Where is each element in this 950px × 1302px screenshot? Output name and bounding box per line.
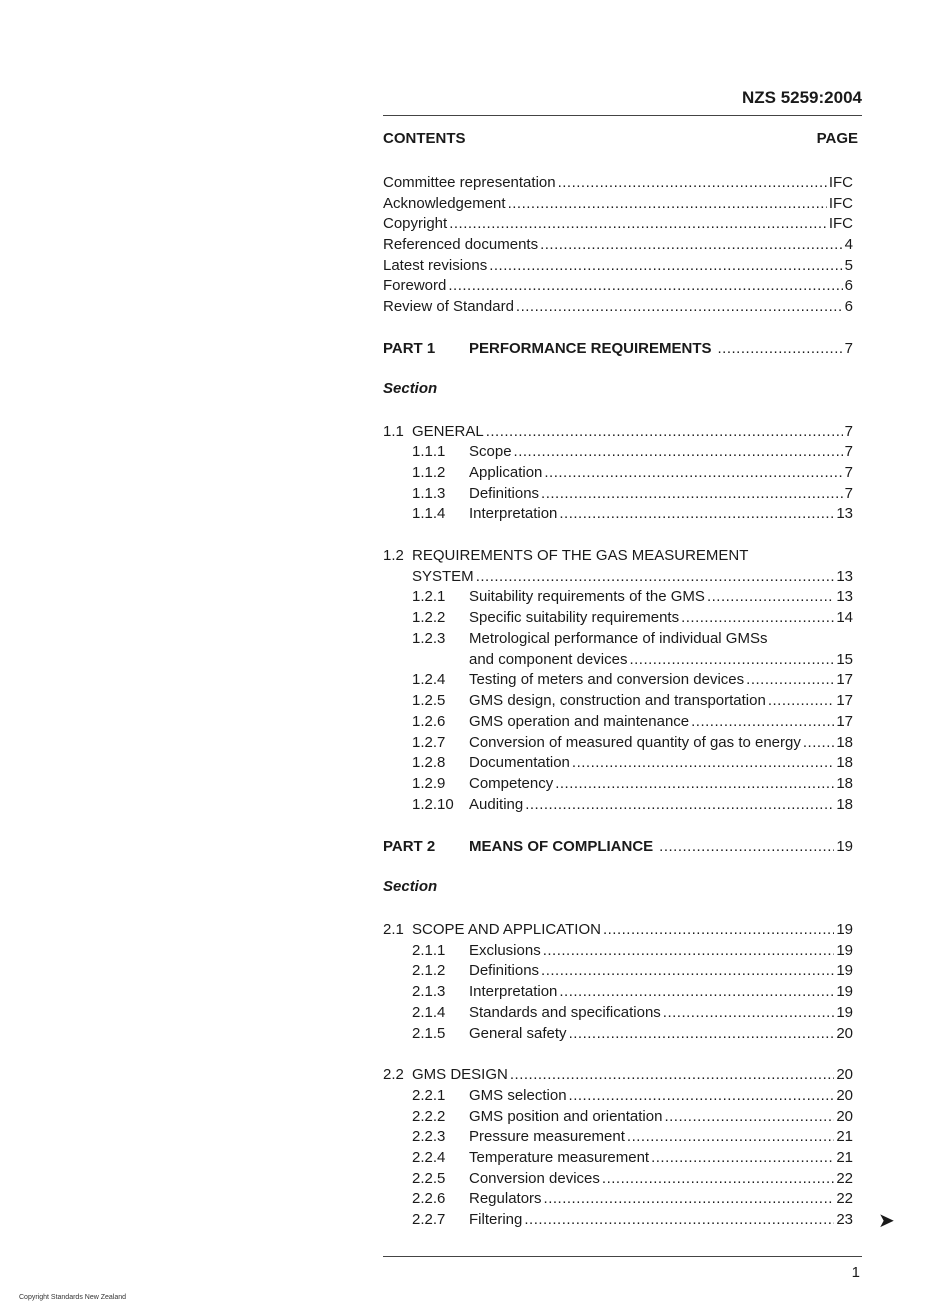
toc-entry-label: Suitability requirements of the GMS [469,588,705,605]
toc-subentry-line1[interactable] [383,628,767,649]
toc-subentry[interactable] [383,732,853,753]
toc-entry-page: 17 [836,692,853,709]
toc-entry-page: 20 [836,1087,853,1104]
toc-entry-page: 18 [836,754,853,771]
leader-dots [543,940,835,961]
toc-entry-page: 20 [836,1108,853,1125]
toc-subentry[interactable] [383,441,853,462]
toc-subentry[interactable] [383,794,853,815]
leader-dots [544,1188,835,1209]
toc-subentry[interactable] [383,752,853,773]
toc-entry-page: 19 [836,1004,853,1021]
toc-entry[interactable] [383,255,853,276]
toc-entry-page: 18 [836,775,853,792]
leader-dots [489,255,842,276]
leader-dots [569,1023,835,1044]
section-2-1-entry[interactable] [383,919,853,940]
section-title-continued: SYSTEM [412,568,474,585]
toc-entry-page: 19 [836,962,853,979]
toc-entry-page: 17 [836,671,853,688]
toc-entry-page: 22 [836,1190,853,1207]
subsection-number: 1.2.6 [412,713,446,730]
leader-dots [544,462,842,483]
leader-dots [681,607,834,628]
subsection-number: 2.2.2 [412,1108,446,1125]
continue-arrow-icon: ➤ [878,1210,895,1232]
section-label: Section [383,380,438,397]
part-2-entry[interactable] [383,836,853,857]
toc-entry-label: Application [469,464,543,481]
toc-entry-label: Definitions [469,962,540,979]
subsection-number: 1.2.1 [412,588,446,605]
leader-dots [516,296,843,317]
leader-dots [691,711,834,732]
leader-dots [603,919,834,940]
subsection-number: 2.1.4 [412,1004,446,1021]
toc-entry-label: GMS selection [469,1087,567,1104]
toc-subentry[interactable] [383,1188,853,1209]
leader-dots [476,566,835,587]
toc-entry-page: 17 [836,713,853,730]
toc-entry-page: 22 [836,1170,853,1187]
subsection-number: 2.2.5 [412,1170,446,1187]
toc-entry-page: 21 [836,1149,853,1166]
toc-entry-label: Foreword [383,277,447,294]
leader-dots [803,732,834,753]
toc-subentry[interactable] [383,690,853,711]
page-heading: PAGE [816,130,858,147]
leader-dots [602,1168,834,1189]
toc-entry-page: 21 [836,1128,853,1145]
leader-dots [707,586,834,607]
leader-dots [541,483,843,504]
part-title: PERFORMANCE REQUIREMENTS [469,340,712,357]
toc-entry-label: Specific suitability requirements [469,609,680,626]
leader-dots [558,172,827,193]
section-number: 2.2 [383,1066,404,1083]
leader-dots [627,1126,834,1147]
toc-entry[interactable] [383,234,853,255]
subsection-number: 1.1.1 [412,443,446,460]
part-title: MEANS OF COMPLIANCE [469,838,654,855]
toc-subentry[interactable] [383,1168,853,1189]
copyright-notice: Copyright Standards New Zealand [19,1294,127,1301]
part-number: PART 1 [383,340,436,357]
section-number: 1.2 [383,547,404,564]
subsection-number: 1.1.2 [412,464,446,481]
toc-entry-label: Review of Standard [383,298,514,315]
toc-entry-label: Auditing [469,796,524,813]
toc-entry-label: Testing of meters and conversion devices [469,671,745,688]
toc-entry-label: Exclusions [469,942,541,959]
toc-entry-label: Filtering [469,1211,523,1228]
toc-entry[interactable] [383,193,853,214]
section-number: 2.1 [383,921,404,938]
section-title: REQUIREMENTS OF THE GAS MEASUREMENT [412,547,749,564]
leader-dots [524,1209,834,1230]
leader-dots [651,1147,834,1168]
contents-header [383,130,858,147]
leader-dots [508,193,827,214]
subsection-number: 1.2.8 [412,754,446,771]
toc-subentry[interactable] [383,773,853,794]
subsection-number: 2.1.1 [412,942,446,959]
toc-entry-label: Conversion devices [469,1170,600,1187]
section-1-2-title[interactable] [383,545,748,566]
leader-dots [718,338,843,359]
toc-subentry[interactable] [383,711,853,732]
toc-entry-page: 19 [836,838,853,855]
leader-dots [540,234,843,255]
toc-entry-label: Temperature measurement [469,1149,650,1166]
subsection-number: 2.2.4 [412,1149,446,1166]
leader-dots [664,1106,834,1127]
toc-subentry[interactable] [383,1085,853,1106]
subsection-number: 1.2.5 [412,692,446,709]
toc-entry-page: 13 [836,568,853,585]
leader-dots [448,275,842,296]
toc-subentry[interactable] [383,960,853,981]
leader-dots [449,213,827,234]
toc-entry[interactable] [383,296,853,317]
leader-dots [486,421,843,442]
subsection-number: 2.2.7 [412,1211,446,1228]
section-label: Section [383,878,438,895]
toc-entry-page: 4 [844,236,853,253]
toc-entry-label: Latest revisions [383,257,488,274]
leader-dots [559,981,834,1002]
toc-subentry[interactable] [383,1126,853,1147]
toc-entry-label: Standards and specifications [469,1004,661,1021]
toc-entry-label: Regulators [469,1190,542,1207]
subsection-number: 2.1.3 [412,983,446,1000]
toc-entry-label: Conversion of measured quantity of gas to energy [469,734,801,751]
leader-dots [541,960,834,981]
part-1-entry[interactable] [383,338,853,359]
toc-entry-page: 13 [836,588,853,605]
toc-subentry[interactable] [383,981,853,1002]
toc-entry-page: IFC [828,174,853,191]
contents-heading: CONTENTS [383,130,466,147]
toc-subentry[interactable] [383,586,853,607]
toc-subentry[interactable] [383,649,853,670]
toc-entry-label: Metrological performance of individual GMSs [469,630,768,647]
toc-entry-page: 7 [844,464,853,481]
leader-dots [746,669,834,690]
leader-dots [510,1064,834,1085]
toc-entry-page: 6 [844,277,853,294]
subsection-number: 1.2.4 [412,671,446,688]
toc-subentry[interactable] [383,1209,853,1230]
toc-entry-label: Interpretation [469,983,558,1000]
leader-dots [572,752,834,773]
page-number: 1 [851,1264,860,1281]
section-number: 1.1 [383,423,404,440]
toc-subentry[interactable] [383,462,853,483]
toc-subentry[interactable] [383,940,853,961]
toc-entry-page: 6 [844,298,853,315]
toc-entry-page: 18 [836,734,853,751]
subsection-number: 1.1.4 [412,505,446,522]
toc-entry-label: Definitions [469,485,540,502]
subsection-number: 1.2.10 [412,796,454,813]
part-number: PART 2 [383,838,436,855]
section-title: GMS DESIGN [412,1066,508,1083]
toc-entry-page: 5 [844,257,853,274]
leader-dots [514,441,843,462]
toc-entry-label: Interpretation [469,505,558,522]
subsection-number: 1.2.7 [412,734,446,751]
toc-entry-page: 19 [836,921,853,938]
toc-entry-label: Pressure measurement [469,1128,625,1145]
toc-entry-page: IFC [828,195,853,212]
section-title: GENERAL [412,423,484,440]
toc-subentry[interactable] [383,1002,853,1023]
toc-entry[interactable] [383,213,853,234]
toc-entry-page: 19 [836,942,853,959]
document-id: NZS 5259:2004 [741,88,862,107]
subsection-number: 1.2.2 [412,609,446,626]
toc-entry-label: and component devices [469,651,628,668]
toc-entry-label: Competency [469,775,554,792]
leader-dots [768,690,834,711]
toc-entry[interactable] [383,172,853,193]
subsection-number: 2.2.1 [412,1087,446,1104]
subsection-number: 1.2.3 [412,630,446,647]
leader-dots [525,794,834,815]
toc-entry-label: GMS design, construction and transportation [469,692,766,709]
toc-entry-page: 20 [836,1025,853,1042]
leader-dots [659,836,834,857]
leader-dots [629,649,834,670]
toc-subentry[interactable] [383,669,853,690]
toc-entry-page: 18 [836,796,853,813]
toc-entry-label: GMS operation and maintenance [469,713,690,730]
footer-rule [383,1256,862,1257]
toc-entry-page: 13 [836,505,853,522]
section-1-2-entry[interactable] [383,566,853,587]
toc-entry-page: 7 [844,423,853,440]
toc-entry-page: 7 [844,443,853,460]
toc-entry-page: 23 [836,1211,853,1228]
section-2-2-entry[interactable] [383,1064,853,1085]
subsection-number: 2.1.5 [412,1025,446,1042]
toc-entry-label: GMS position and orientation [469,1108,663,1125]
toc-entry-page: 14 [836,609,853,626]
section-title: SCOPE AND APPLICATION [412,921,601,938]
toc-entry-label: General safety [469,1025,567,1042]
toc-subentry[interactable] [383,607,853,628]
toc-entry-label: Referenced documents [383,236,539,253]
toc-entry-page: 7 [844,340,853,357]
leader-dots [569,1085,835,1106]
section-1-1-entry[interactable] [383,421,853,442]
subsection-number: 1.1.3 [412,485,446,502]
toc-subentry[interactable] [383,1023,853,1044]
toc-subentry[interactable] [383,1147,853,1168]
toc-subentry[interactable] [383,483,853,504]
toc-entry-page: 7 [844,485,853,502]
subsection-number: 1.2.9 [412,775,446,792]
header-rule [383,115,862,116]
toc-entry[interactable] [383,275,853,296]
toc-entry-label: Acknowledgement [383,195,506,212]
toc-entry-label: Documentation [469,754,570,771]
toc-entry-label: Scope [469,443,512,460]
toc-subentry[interactable] [383,1106,853,1127]
leader-dots [555,773,834,794]
toc-entry-page: 19 [836,983,853,1000]
leader-dots [559,503,834,524]
toc-subentry[interactable] [383,503,853,524]
toc-entry-page: 15 [836,651,853,668]
toc-entry-page: 20 [836,1066,853,1083]
toc-entry-page: IFC [828,215,853,232]
subsection-number: 2.2.3 [412,1128,446,1145]
toc-entry-label: Copyright [383,215,448,232]
subsection-number: 2.2.6 [412,1190,446,1207]
leader-dots [663,1002,835,1023]
subsection-number: 2.1.2 [412,962,446,979]
toc-entry-label: Committee representation [383,174,556,191]
